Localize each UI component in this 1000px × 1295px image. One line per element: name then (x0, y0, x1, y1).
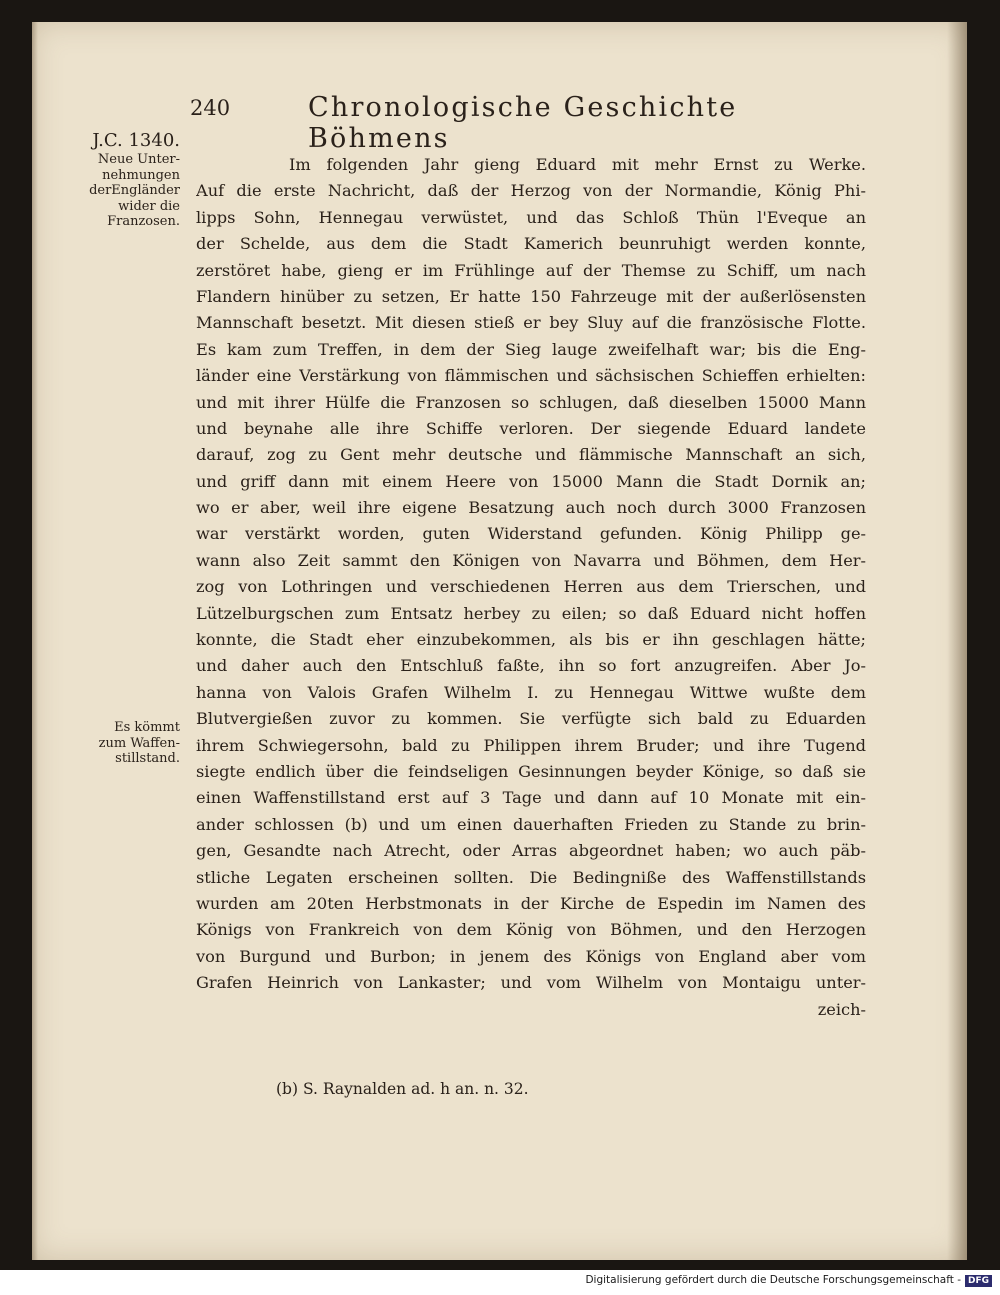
text-line: stliche Legaten erscheinen sollten. Die Bedingniße des Waffenstillstands (196, 867, 866, 887)
main-text (196, 152, 866, 1023)
text-line: Grafen Heinrich von Lankaster; und vom Wilhelm von Montaigu unter- (196, 973, 866, 993)
text-line: lipps Sohn, Hennegau verwüstet, und das Schloß Thün l'Eveque an (196, 207, 866, 227)
margin-note-line: Neue Unter- (97, 152, 180, 167)
margin-note-year: J.C. 1340. (92, 130, 180, 151)
text-line: und griff dann mit einem Heere von 15000 Mann die Stadt Dornik an; (196, 471, 866, 491)
text-line: zerstöret habe, gieng er im Frühlinge auf der Themse zu Schiff, um nach (196, 260, 866, 280)
text-line: gen, Gesandte nach Atrecht, oder Arras abgeordnet haben; wo auch päb- (196, 841, 866, 861)
text-line: wurden am 20ten Herbstmonats in der Kirche de Espedin im Namen des (196, 893, 866, 913)
text-line: darauf, zog zu Gent mehr deutsche und flämmische Mannschaft an sich, (196, 445, 866, 465)
digitization-credit (585, 1274, 992, 1287)
footnote: (b) S. Raynalden ad. h an. n. 32. (276, 1080, 529, 1098)
text-line: und daher auch den Entschluß faßte, ihn so fort anzugreifen. Aber Jo- (196, 656, 866, 676)
margin-note-1 (60, 130, 180, 230)
margin-note-line: nehmungen (102, 167, 180, 183)
margin-note-2 (60, 720, 180, 767)
text-line: Blutvergießen zuvor zu kommen. Sie verfügte sich bald zu Eduarden (196, 709, 866, 729)
text-line: und beynahe alle ihre Schiffe verloren. Der siegende Eduard landete (196, 418, 866, 438)
text-line: Im folgenden Jahr gieng Eduard mit mehr Ernst zu Werke. (289, 155, 866, 174)
margin-note-line: Franzosen. (107, 214, 180, 229)
margin-note-line: derEngländer (89, 183, 180, 198)
text-line: wo er aber, weil ihre eigene Besatzung auch noch durch 3000 Franzosen (196, 498, 866, 518)
text-line: Königs von Frankreich von dem König von Böhmen, und den Herzogen (196, 920, 866, 940)
credit-text: Digitalisierung gefördert durch die Deutsche Forschungsgemeinschaft - (585, 1274, 961, 1286)
text-line: konnte, die Stadt eher einzubekommen, als bis er ihn geschlagen hätte; (196, 630, 866, 650)
spine-shadow (947, 22, 967, 1260)
text-line: war verstärkt worden, guten Widerstand gefunden. König Philipp ge- (196, 524, 866, 544)
text-line: hanna von Valois Grafen Wilhelm I. zu Hennegau Wittwe wußte dem (196, 682, 866, 702)
text-line: Es kam zum Treffen, in dem der Sieg lauge zweifelhaft war; bis die Eng- (196, 339, 866, 359)
text-line: Lützelburgschen zum Entsatz herbey zu eilen; so daß Eduard nicht hoffen (196, 603, 866, 623)
text-line: wann also Zeit sammt den Königen von Navarra und Böhmen, dem Her- (196, 550, 866, 570)
margin-note-line: zum Waffen- (98, 735, 180, 751)
dfg-logo: DFG (965, 1275, 992, 1287)
text-line: länder eine Verstärkung von flämmischen und sächsischen Schieffen erhielten: (196, 366, 866, 386)
margin-note-line: wider die (118, 198, 180, 214)
margin-note-line: stillstand. (115, 751, 180, 766)
text-line: Mannschaft besetzt. Mit diesen stieß er bey Sluy auf die französische Flotte. (196, 313, 866, 333)
text-line: der Schelde, aus dem die Stadt Kamerich beunruhigt werden konnte, (196, 234, 866, 254)
text-line: einen Waffenstillstand erst auf 3 Tage und dann auf 10 Monate mit ein- (196, 788, 866, 808)
text-line: Auf die erste Nachricht, daß der Herzog von der Normandie, König Phi- (196, 181, 866, 201)
page-number: 240 (190, 96, 231, 120)
text-line: ander schlossen (b) und um einen dauerhaften Frieden zu Stande zu brin- (196, 814, 866, 834)
text-line: siegte endlich über die feindseligen Gesinnungen beyder Könige, so daß sie (196, 761, 866, 781)
page-edge-shadow (32, 22, 38, 1260)
running-title: Chronologische Geschichte Böhmens (308, 92, 738, 154)
text-line: zog von Lothringen und verschiedenen Herren aus dem Trierschen, und (196, 577, 866, 597)
text-line: Flandern hinüber zu setzen, Er hatte 150 Fahrzeuge mit der außerlösensten (196, 286, 866, 306)
text-line: und mit ihrer Hülfe die Franzosen so schlugen, daß dieselben 15000 Mann (196, 392, 866, 412)
text-line: von Burgund und Burbon; in jenem des Königs von England aber vom (196, 946, 866, 966)
catchword: zeich- (817, 999, 866, 1019)
margin-note-line: Es kömmt (114, 720, 180, 735)
text-line: ihrem Schwiegersohn, bald zu Philippen ihrem Bruder; und ihre Tugend (196, 735, 866, 755)
